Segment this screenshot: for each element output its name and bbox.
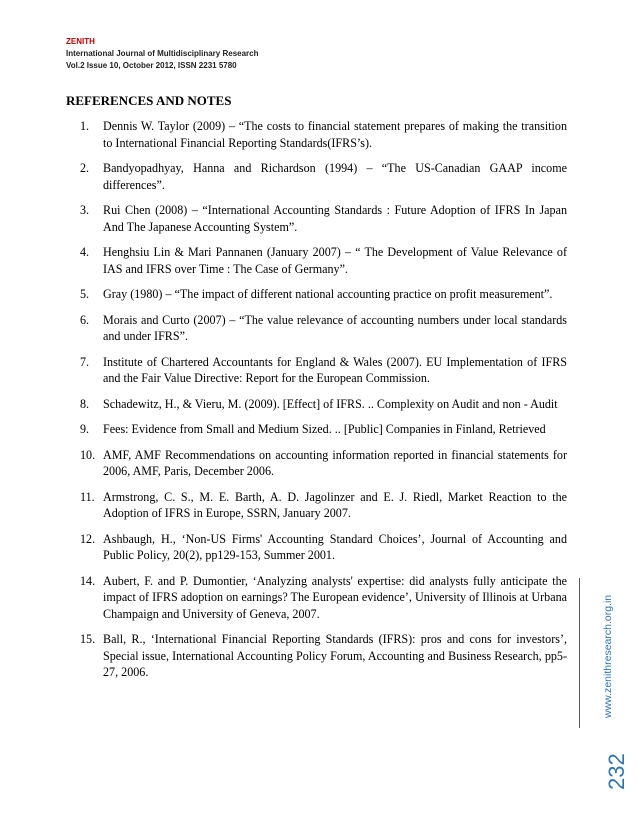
reference-number: 8. [80, 396, 90, 411]
reference-item [80, 447, 567, 480]
reference-list [80, 118, 567, 690]
reference-number: 14. [80, 573, 96, 588]
reference-item [80, 160, 567, 193]
reference-number: 1. [80, 119, 90, 133]
reference-item [80, 531, 567, 564]
website-url[interactable]: www.zenithresearch.org.in [602, 594, 614, 718]
reference-item [80, 312, 567, 345]
reference-number: 3. [80, 203, 90, 217]
reference-number: 6. [80, 312, 90, 327]
journal-brand: ZENITH [66, 37, 95, 46]
reference-item [80, 631, 567, 681]
reference-text: Armstrong, C. S., M. E. Barth, A. D. Jagolinzer and E. J. Riedl, Market Reaction to the Adoption of IFRS in Europe, SSRN, January 2007. [103, 489, 567, 520]
reference-text: Rui Chen (2008) – “International Accounting Standards : Future Adoption of IFRS In Japan And The Japanese Accounting System”. [103, 203, 567, 234]
reference-number: 11. [80, 489, 95, 504]
reference-text: Dennis W. Taylor (2009) – “The costs to financial statement prepares of making the transition to International Financial Reporting Standards(IFRS’s). [103, 119, 567, 150]
reference-item [80, 286, 567, 303]
reference-number: 10. [80, 447, 96, 462]
reference-number: 5. [80, 287, 90, 301]
reference-number: 15. [80, 632, 96, 646]
reference-item [80, 118, 567, 151]
reference-text: Ashbaugh, H., ‘Non-US Firms' Accounting Standard Choices’, Journal of Accounting and Public Policy, 20(2), pp129-153, Summer 2001. [103, 531, 567, 562]
reference-item [80, 244, 567, 277]
journal-name: International Journal of Multidisciplinary Research [66, 49, 259, 58]
journal-header [66, 36, 546, 72]
reference-item [80, 573, 567, 623]
reference-text: AMF, AMF Recommendations on accounting information reported in financial statements for 2006, AMF, Paris, December 2006. [103, 447, 567, 478]
section-title: REFERENCES AND NOTES [66, 93, 232, 108]
reference-number: 7. [80, 354, 90, 369]
reference-text: Fees: Evidence from Small and Medium Sized. .. [Public] Companies in Finland, Retrieved [103, 422, 546, 436]
reference-number: 12. [80, 531, 96, 546]
reference-text: Ball, R., ‘International Financial Reporting Standards (IFRS): pros and cons for investors’, Special issue, International Accounting Policy Forum, Accounting and Business Research, pp5-27, 2006. [103, 632, 567, 679]
reference-number: 9. [80, 422, 90, 436]
reference-item [80, 354, 567, 387]
page-number: 232 [604, 753, 629, 790]
reference-text: Henghsiu Lin & Mari Pannanen (January 2007) – “ The Development of Value Relevance of IAS and IFRS over Time : The Case of Germany”. [103, 245, 567, 276]
reference-text: Bandyopadhyay, Hanna and Richardson (1994) – “The US-Canadian GAAP income differences”. [103, 161, 567, 192]
reference-number: 2. [80, 161, 90, 175]
reference-item [80, 489, 567, 522]
reference-text: Morais and Curto (2007) – “The value relevance of accounting numbers under local standards and under IFRS”. [103, 312, 567, 343]
reference-text: Institute of Chartered Accountants for England & Wales (2007). EU Implementation of IFRS and the Fair Value Directive: Report for the European Commission. [103, 354, 567, 385]
reference-text: Schadewitz, H., & Vieru, M. (2009). [Effect] of IFRS. .. Complexity on Audit and non - Audit [103, 396, 558, 411]
journal-issue: Vol.2 Issue 10, October 2012, ISSN 2231 5780 [66, 61, 237, 70]
reference-item [80, 396, 567, 413]
reference-number: 4. [80, 245, 90, 259]
reference-item [80, 421, 567, 438]
reference-text: Aubert, F. and P. Dumontier, ‘Analyzing analysts' expertise: did analysts fully anticipate the impact of IFRS adoption on earnings? The European evidence’, University of Illinois at Urbana Champaign and University of Geneva, 2007. [103, 573, 567, 621]
sidebar-divider [579, 578, 580, 728]
reference-item [80, 202, 567, 235]
reference-text: Gray (1980) – “The impact of different national accounting practice on profit measurement”. [103, 287, 553, 301]
